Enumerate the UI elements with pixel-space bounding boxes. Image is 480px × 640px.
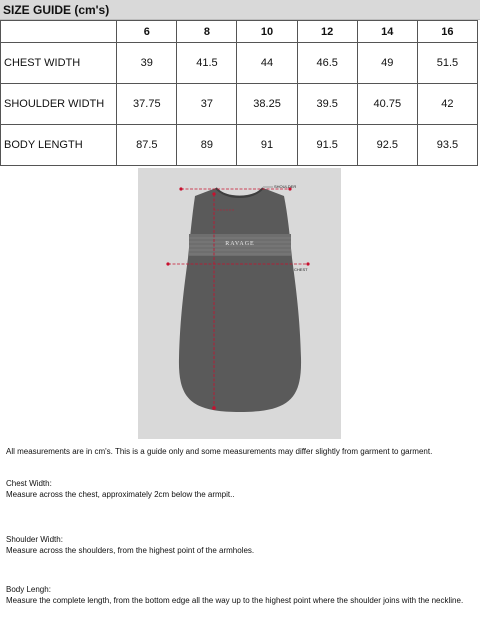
size-header: 6 (117, 21, 177, 43)
chest-point-left (166, 262, 169, 265)
table-cell: 91 (237, 125, 297, 166)
shoulder-title: Shoulder Width: (6, 535, 63, 544)
brand-text: RAVAGE (225, 241, 255, 247)
table-cell: 37.75 (117, 84, 177, 125)
table-cell: 92.5 (357, 125, 417, 166)
table-cell: 93.5 (417, 125, 477, 166)
table-row-shoulder (1, 84, 478, 125)
row-label: SHOULDER WIDTH (1, 84, 117, 125)
length-point-bottom (212, 406, 216, 410)
tank-top-illustration (138, 168, 341, 439)
body-length-instructions (6, 584, 478, 606)
table-cell: 46.5 (297, 43, 357, 84)
size-header: 16 (417, 21, 477, 43)
length-point-top (212, 192, 215, 195)
shoulder-text: Measure across the shoulders, from the highest point of the armholes. (6, 546, 255, 555)
size-header: 10 (237, 21, 297, 43)
shoulder-instructions (6, 534, 478, 556)
size-header: 14 (357, 21, 417, 43)
table-cell: 49 (357, 43, 417, 84)
table-cell: 51.5 (417, 43, 477, 84)
table-cell: 44 (237, 43, 297, 84)
garment-diagram (138, 168, 341, 439)
chest-label: CHEST (294, 267, 308, 272)
chest-title: Chest Width: (6, 479, 52, 488)
table-cell: 39.5 (297, 84, 357, 125)
tank-top-silhouette (179, 188, 301, 412)
shoulder-label: SHOULDER (274, 184, 297, 189)
general-note: All measurements are in cm's. This is a guide only and some measurements may differ slightly from garment to garment. (6, 447, 433, 456)
size-header: 8 (177, 21, 237, 43)
table-cell: 37 (177, 84, 237, 125)
chest-text: Measure across the chest, approximately 2cm below the armpit.. (6, 490, 235, 499)
chest-point-right (306, 262, 309, 265)
table-header-row (1, 21, 478, 43)
table-row-chest (1, 43, 478, 84)
table-row-body-length (1, 125, 478, 166)
table-corner-cell (1, 21, 117, 43)
table-cell: 39 (117, 43, 177, 84)
row-label: BODY LENGTH (1, 125, 117, 166)
row-label: CHEST WIDTH (1, 43, 117, 84)
body-length-text: Measure the complete length, from the bottom edge all the way up to the highest point where the shoulder joins with the neckline. (6, 596, 464, 605)
size-header: 12 (297, 21, 357, 43)
table-cell: 41.5 (177, 43, 237, 84)
table-cell: 91.5 (297, 125, 357, 166)
table-cell: 89 (177, 125, 237, 166)
body-length-title: Body Lengh: (6, 585, 51, 594)
table-cell: 87.5 (117, 125, 177, 166)
chest-instructions (6, 478, 478, 500)
table-cell: 38.25 (237, 84, 297, 125)
page-title: SIZE GUIDE (cm's) (0, 0, 480, 20)
shoulder-point-left (179, 187, 182, 190)
table-cell: 42 (417, 84, 477, 125)
table-cell: 40.75 (357, 84, 417, 125)
size-table (0, 20, 478, 166)
